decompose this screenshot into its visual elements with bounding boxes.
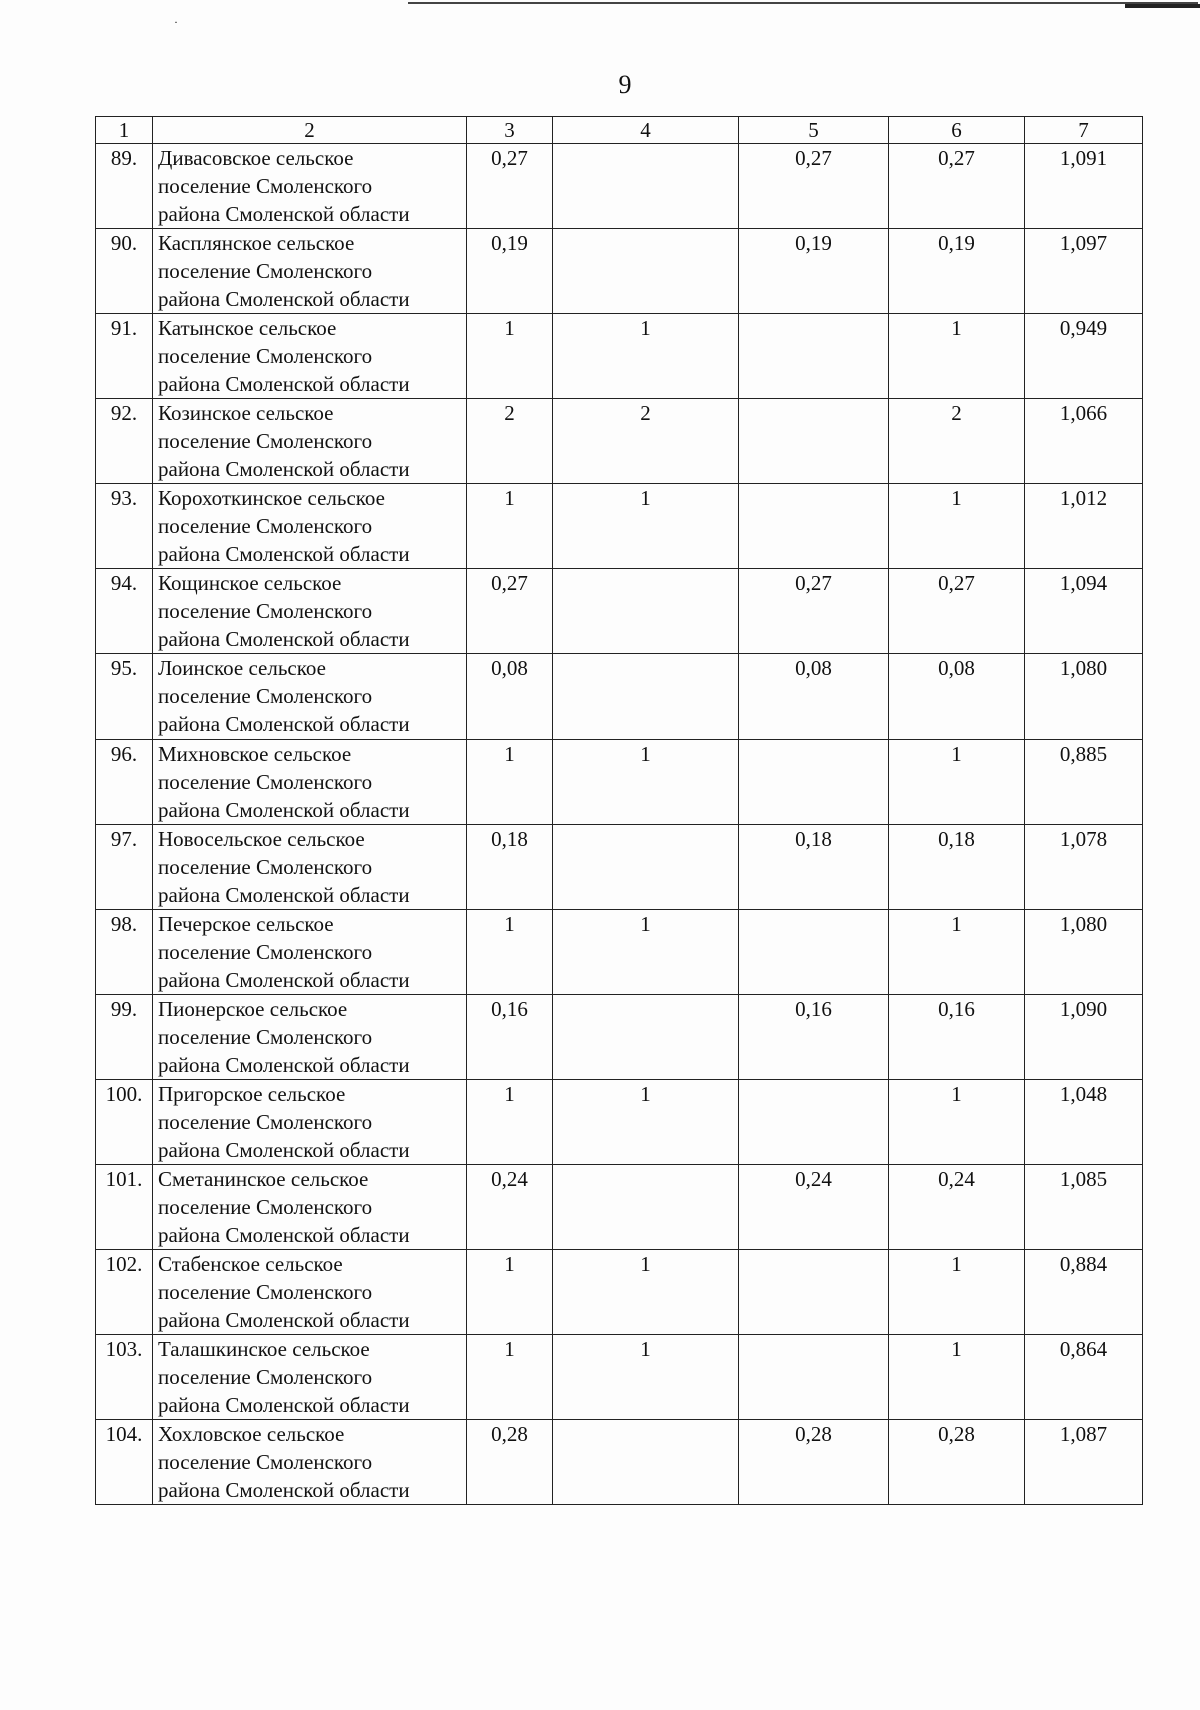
value-col-7: 0,884 xyxy=(1025,1250,1143,1335)
settlement-name-line: Дивасовское сельское xyxy=(158,146,354,170)
settlement-name xyxy=(153,484,467,569)
scan-speck: · xyxy=(174,15,178,29)
value-col-5 xyxy=(739,740,889,825)
row-number: 101. xyxy=(96,1165,153,1250)
value-col-4 xyxy=(553,1420,739,1505)
settlement-name-line: района Смоленской области xyxy=(158,1308,410,1332)
settlement-name-line: Пригорское сельское xyxy=(158,1082,346,1106)
settlement-name-line: Корохоткинское сельское xyxy=(158,486,385,510)
header-row xyxy=(96,117,1143,144)
value-col-7: 1,085 xyxy=(1025,1165,1143,1250)
settlement-name-line: района Смоленской области xyxy=(158,372,410,396)
value-col-6: 1 xyxy=(889,1335,1025,1420)
value-col-5 xyxy=(739,1080,889,1165)
settlement-name xyxy=(153,229,467,314)
settlement-name-line: поселение Смоленского xyxy=(158,1450,373,1474)
settlement-name-line: Стабенское сельское xyxy=(158,1252,343,1276)
settlement-name-line: Козинское сельское xyxy=(158,401,334,425)
value-col-7: 1,080 xyxy=(1025,910,1143,995)
value-col-5: 0,18 xyxy=(739,825,889,910)
table-header xyxy=(96,117,1143,144)
settlement-name xyxy=(153,995,467,1080)
value-col-4: 1 xyxy=(553,314,739,399)
row-number: 99. xyxy=(96,995,153,1080)
value-col-5: 0,27 xyxy=(739,569,889,654)
settlement-name-line: поселение Смоленского xyxy=(158,259,373,283)
settlement-name xyxy=(153,654,467,740)
settlements-table xyxy=(95,116,1143,1505)
value-col-3: 0,08 xyxy=(467,654,553,740)
row-number: 89. xyxy=(96,144,153,229)
value-col-7: 1,066 xyxy=(1025,399,1143,484)
value-col-7: 0,864 xyxy=(1025,1335,1143,1420)
value-col-3: 0,27 xyxy=(467,569,553,654)
row-number: 96. xyxy=(96,740,153,825)
settlement-name-line: района Смоленской области xyxy=(158,202,410,226)
settlement-name-line: поселение Смоленского xyxy=(158,344,373,368)
header-col-6: 6 xyxy=(889,117,1025,144)
value-col-6: 0,28 xyxy=(889,1420,1025,1505)
table-row xyxy=(96,1080,1143,1165)
value-col-4 xyxy=(553,569,739,654)
value-col-7: 1,087 xyxy=(1025,1420,1143,1505)
value-col-7: 1,097 xyxy=(1025,229,1143,314)
table-row xyxy=(96,484,1143,569)
settlement-name-line: района Смоленской области xyxy=(158,968,410,992)
row-number: 100. xyxy=(96,1080,153,1165)
value-col-6: 1 xyxy=(889,484,1025,569)
value-col-4: 1 xyxy=(553,740,739,825)
settlement-name xyxy=(153,314,467,399)
settlement-name-line: района Смоленской области xyxy=(158,798,410,822)
value-col-3: 1 xyxy=(467,314,553,399)
value-col-4: 1 xyxy=(553,910,739,995)
table-row xyxy=(96,569,1143,654)
value-col-6: 1 xyxy=(889,1080,1025,1165)
row-number: 102. xyxy=(96,1250,153,1335)
header-col-3: 3 xyxy=(467,117,553,144)
table-row xyxy=(96,1335,1143,1420)
value-col-6: 1 xyxy=(889,314,1025,399)
settlement-name-line: Касплянское сельское xyxy=(158,231,355,255)
table-row xyxy=(96,825,1143,910)
table-row xyxy=(96,740,1143,825)
value-col-5 xyxy=(739,399,889,484)
settlement-name-line: поселение Смоленского xyxy=(158,1365,373,1389)
settlement-name-line: Хохловское сельское xyxy=(158,1422,345,1446)
settlement-name xyxy=(153,399,467,484)
settlement-name-line: Талашкинское сельское xyxy=(158,1337,370,1361)
settlement-name-line: района Смоленской области xyxy=(158,457,410,481)
header-col-7: 7 xyxy=(1025,117,1143,144)
value-col-3: 1 xyxy=(467,910,553,995)
table-row xyxy=(96,399,1143,484)
settlement-name-line: района Смоленской области xyxy=(158,627,410,651)
settlement-name-line: поселение Смоленского xyxy=(158,1110,373,1134)
value-col-6: 2 xyxy=(889,399,1025,484)
settlement-name-line: Кощинское сельское xyxy=(158,571,342,595)
header-col-1: 1 xyxy=(96,117,153,144)
value-col-5: 0,19 xyxy=(739,229,889,314)
settlement-name-line: района Смоленской области xyxy=(158,1138,410,1162)
value-col-4 xyxy=(553,995,739,1080)
settlement-name-line: поселение Смоленского xyxy=(158,1280,373,1304)
table-row xyxy=(96,1420,1143,1505)
settlement-name-line: Пионерское сельское xyxy=(158,997,348,1021)
table-row xyxy=(96,1165,1143,1250)
row-number: 104. xyxy=(96,1420,153,1505)
value-col-6: 1 xyxy=(889,910,1025,995)
table-row xyxy=(96,995,1143,1080)
value-col-3: 1 xyxy=(467,1080,553,1165)
row-number: 91. xyxy=(96,314,153,399)
table-row xyxy=(96,1250,1143,1335)
value-col-7: 1,048 xyxy=(1025,1080,1143,1165)
value-col-7: 1,012 xyxy=(1025,484,1143,569)
settlement-name-line: поселение Смоленского xyxy=(158,429,373,453)
settlement-name-line: поселение Смоленского xyxy=(158,770,373,794)
settlement-name xyxy=(153,910,467,995)
row-number: 93. xyxy=(96,484,153,569)
row-number: 90. xyxy=(96,229,153,314)
settlement-name-line: Печерское сельское xyxy=(158,912,334,936)
value-col-6: 0,16 xyxy=(889,995,1025,1080)
settlement-name-line: поселение Смоленского xyxy=(158,599,373,623)
settlement-name-line: поселение Смоленского xyxy=(158,1195,373,1219)
value-col-7: 0,949 xyxy=(1025,314,1143,399)
value-col-4 xyxy=(553,144,739,229)
header-col-2: 2 xyxy=(153,117,467,144)
value-col-3: 0,24 xyxy=(467,1165,553,1250)
value-col-3: 1 xyxy=(467,484,553,569)
table-row xyxy=(96,229,1143,314)
settlement-name-line: поселение Смоленского xyxy=(158,684,373,708)
value-col-4: 2 xyxy=(553,399,739,484)
value-col-5 xyxy=(739,314,889,399)
settlement-name-line: района Смоленской области xyxy=(158,542,410,566)
value-col-4 xyxy=(553,825,739,910)
settlement-name-line: района Смоленской области xyxy=(158,1053,410,1077)
settlement-name xyxy=(153,1420,467,1505)
row-number: 97. xyxy=(96,825,153,910)
value-col-3: 2 xyxy=(467,399,553,484)
settlement-name-line: Новосельское сельское xyxy=(158,827,365,851)
row-number: 95. xyxy=(96,654,153,740)
settlement-name-line: поселение Смоленского xyxy=(158,1025,373,1049)
value-col-7: 1,094 xyxy=(1025,569,1143,654)
table-row xyxy=(96,144,1143,229)
settlement-name-line: Сметанинское сельское xyxy=(158,1167,369,1191)
row-number: 98. xyxy=(96,910,153,995)
settlement-name xyxy=(153,1250,467,1335)
value-col-3: 1 xyxy=(467,740,553,825)
value-col-3: 1 xyxy=(467,1335,553,1420)
value-col-5: 0,16 xyxy=(739,995,889,1080)
settlement-name xyxy=(153,144,467,229)
value-col-4 xyxy=(553,654,739,740)
value-col-3: 0,18 xyxy=(467,825,553,910)
page-number: 9 xyxy=(618,70,632,99)
settlement-name-line: района Смоленской области xyxy=(158,1393,410,1417)
value-col-5 xyxy=(739,1335,889,1420)
settlement-name-line: Катынское сельское xyxy=(158,316,337,340)
value-col-7: 1,080 xyxy=(1025,654,1143,740)
value-col-5 xyxy=(739,1250,889,1335)
value-col-4: 1 xyxy=(553,484,739,569)
value-col-7: 1,091 xyxy=(1025,144,1143,229)
value-col-6: 0,08 xyxy=(889,654,1025,740)
value-col-5 xyxy=(739,910,889,995)
settlement-name-line: Лоинское сельское xyxy=(158,656,326,680)
table-row xyxy=(96,910,1143,995)
table-row xyxy=(96,314,1143,399)
settlement-name-line: района Смоленской области xyxy=(158,883,410,907)
value-col-3: 0,19 xyxy=(467,229,553,314)
value-col-6: 1 xyxy=(889,1250,1025,1335)
row-number: 92. xyxy=(96,399,153,484)
table-body xyxy=(96,144,1143,1505)
settlement-name-line: поселение Смоленского xyxy=(158,174,373,198)
value-col-7: 1,090 xyxy=(1025,995,1143,1080)
value-col-4: 1 xyxy=(553,1250,739,1335)
header-col-4: 4 xyxy=(553,117,739,144)
settlement-name-line: района Смоленской области xyxy=(158,1223,410,1247)
settlement-name-line: поселение Смоленского xyxy=(158,855,373,879)
settlement-name-line: района Смоленской области xyxy=(158,712,410,736)
value-col-6: 0,18 xyxy=(889,825,1025,910)
top-scan-rule xyxy=(408,2,1198,4)
row-number: 94. xyxy=(96,569,153,654)
settlement-name xyxy=(153,1335,467,1420)
settlement-name-line: поселение Смоленского xyxy=(158,940,373,964)
value-col-6: 0,24 xyxy=(889,1165,1025,1250)
value-col-3: 1 xyxy=(467,1250,553,1335)
value-col-7: 1,078 xyxy=(1025,825,1143,910)
settlement-name-line: поселение Смоленского xyxy=(158,514,373,538)
table-row xyxy=(96,654,1143,740)
settlement-name xyxy=(153,1080,467,1165)
settlement-name xyxy=(153,1165,467,1250)
settlement-name-line: района Смоленской области xyxy=(158,1478,410,1502)
value-col-4 xyxy=(553,1165,739,1250)
settlement-name xyxy=(153,569,467,654)
value-col-5: 0,27 xyxy=(739,144,889,229)
value-col-3: 0,28 xyxy=(467,1420,553,1505)
value-col-4: 1 xyxy=(553,1335,739,1420)
row-number: 103. xyxy=(96,1335,153,1420)
value-col-3: 0,16 xyxy=(467,995,553,1080)
value-col-5: 0,28 xyxy=(739,1420,889,1505)
value-col-7: 0,885 xyxy=(1025,740,1143,825)
value-col-4 xyxy=(553,229,739,314)
value-col-3: 0,27 xyxy=(467,144,553,229)
value-col-6: 0,27 xyxy=(889,569,1025,654)
value-col-5: 0,08 xyxy=(739,654,889,740)
settlement-name-line: района Смоленской области xyxy=(158,287,410,311)
value-col-6: 0,19 xyxy=(889,229,1025,314)
top-scan-rule-thick xyxy=(1125,4,1200,8)
value-col-5: 0,24 xyxy=(739,1165,889,1250)
header-col-5: 5 xyxy=(739,117,889,144)
value-col-5 xyxy=(739,484,889,569)
settlement-name xyxy=(153,740,467,825)
value-col-6: 1 xyxy=(889,740,1025,825)
settlement-name-line: Михновское сельское xyxy=(158,742,352,766)
value-col-4: 1 xyxy=(553,1080,739,1165)
settlement-name xyxy=(153,825,467,910)
value-col-6: 0,27 xyxy=(889,144,1025,229)
